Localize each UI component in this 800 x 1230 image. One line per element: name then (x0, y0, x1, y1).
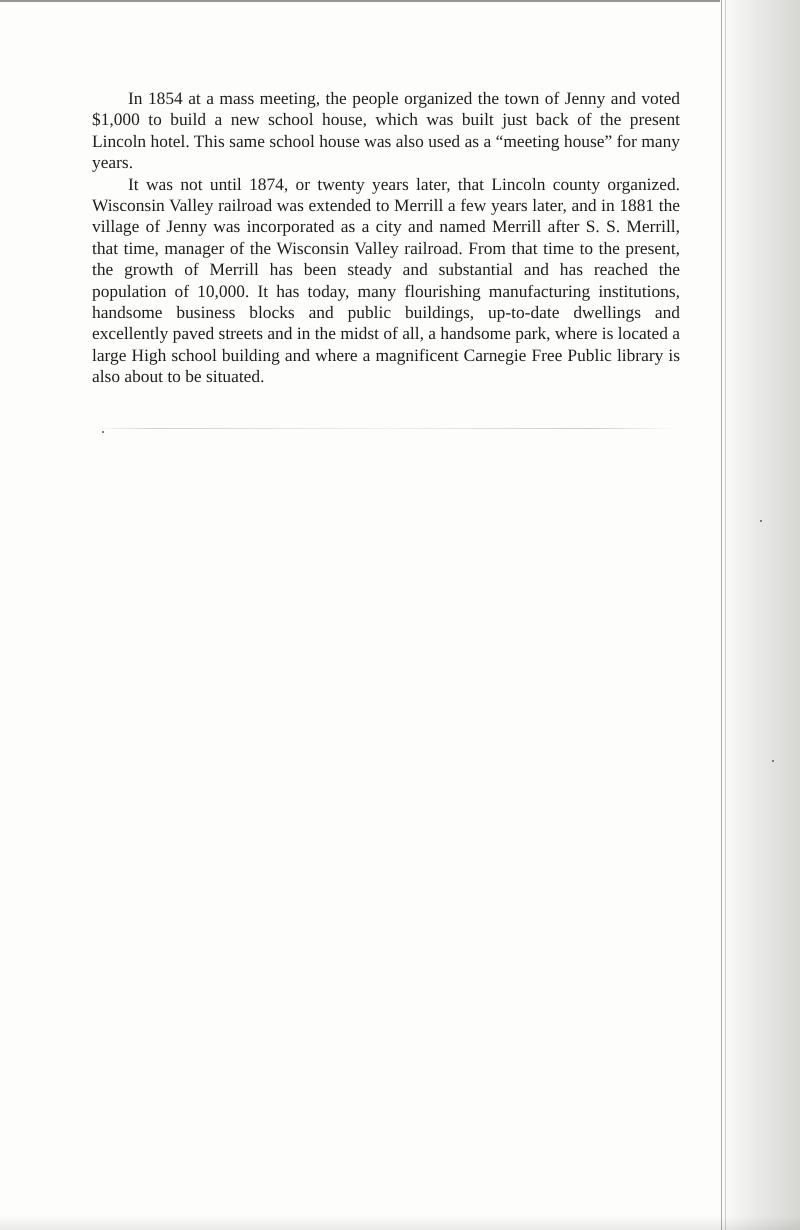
top-border-line (0, 0, 730, 2)
bottom-shadow (0, 1216, 800, 1230)
paragraph-1: In 1854 at a mass meeting, the people organized the town of Jenny and voted $1,000 to build a new school house, which was built just back of the present Lincoln hotel. This same school house was also used as a “meeting house” for many years. (92, 88, 680, 173)
scan-speck (772, 760, 774, 762)
page-edge-shadow (720, 0, 800, 1230)
body-text (92, 88, 680, 388)
page-edge-line (721, 0, 722, 1230)
faint-rule (96, 428, 676, 429)
scan-speck (760, 520, 762, 522)
page-edge-line-inner (725, 0, 726, 1230)
scan-speck (102, 431, 104, 433)
paragraph-2: It was not until 1874, or twenty years later, that Lincoln county organized. Wisconsin Valley railroad was extended to Merrill a few years later, and in 1881 the village of Jenny was incorporated as a city and named Merrill after S. S. Merrill, that time, manager of the Wisconsin Valley railroad. From that time to the present, the growth of Merrill has been steady and substantial and has reached the population of 10,000. It has today, many flourishing manufacturing institutions, handsome business blocks and public buildings, up-to-date dwellings and excellently paved streets and in the midst of all, a handsome park, where is located a large High school building and where a magnificent Carnegie Free Public library is also about to be situated. (92, 173, 680, 387)
